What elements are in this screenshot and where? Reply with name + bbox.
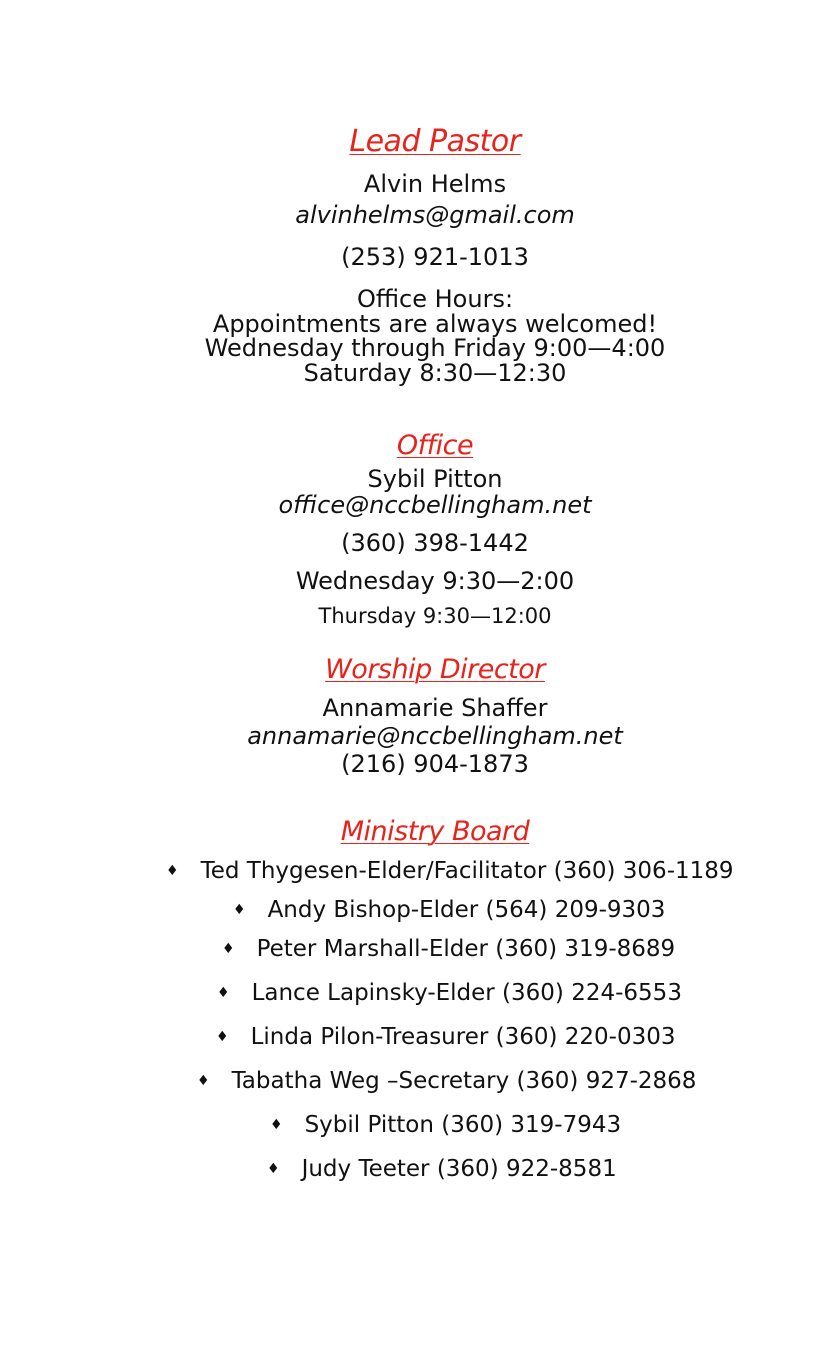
board-member-text: Ted Thygesen-Elder/Facilitator (360) 306-1189 [200,858,734,884]
lead-pastor-email: alvinhelms@gmail.com [295,201,575,229]
board-member-item [233,899,665,922]
office-hours-saturday: Saturday 8:30—12:30 [303,359,567,387]
worship-director-phone: (216) 904-1873 [341,750,529,778]
board-member-item [166,860,734,883]
lead-pastor-phone: (253) 921-1013 [341,243,529,271]
lead-pastor-heading: Lead Pastor [349,124,521,159]
board-member-text: Sybil Pitton (360) 319-7943 [304,1112,622,1138]
worship-director-name: Annamarie Shaffer [322,694,548,722]
office-email: office@nccbellingham.net [278,491,592,519]
board-member-item [267,1158,617,1181]
worship-director-email: annamarie@nccbellingham.net [247,722,623,750]
office-heading: Office [396,430,474,461]
board-member-text: Linda Pilon-Treasurer (360) 220-0303 [250,1024,676,1050]
office-hours-label: Office Hours: [356,285,514,313]
board-member-text: Judy Teeter (360) 922-8581 [301,1156,617,1182]
office-phone: (360) 398-1442 [341,529,529,557]
diamond-bullet-icon: ♦ [217,985,230,1001]
board-member-item [217,982,682,1005]
diamond-bullet-icon: ♦ [197,1073,210,1089]
diamond-bullet-icon: ♦ [222,941,235,957]
lead-pastor-name: Alvin Helms [363,170,507,198]
office-hours-note: Appointments are always welcomed! [212,310,658,338]
board-member-item [197,1070,696,1093]
office-name: Sybil Pitton [367,465,503,493]
board-member-text: Peter Marshall-Elder (360) 319-8689 [256,936,676,962]
board-member-item [270,1114,621,1137]
diamond-bullet-icon: ♦ [216,1029,229,1045]
ministry-board-heading: Ministry Board [340,816,530,847]
board-member-text: Tabatha Weg –Secretary (360) 927-2868 [231,1068,697,1094]
board-member-text: Andy Bishop-Elder (564) 209-9303 [267,897,666,923]
office-hours-thursday: Thursday 9:30—12:00 [318,604,552,628]
office-hours-weekday: Wednesday through Friday 9:00—4:00 [204,334,666,362]
diamond-bullet-icon: ♦ [270,1117,283,1133]
diamond-bullet-icon: ♦ [233,902,246,918]
worship-director-heading: Worship Director [325,654,545,685]
board-member-item [222,938,675,961]
office-hours-wednesday: Wednesday 9:30—2:00 [295,567,575,595]
board-member-item [216,1026,676,1049]
board-member-text: Lance Lapinsky-Elder (360) 224-6553 [251,980,682,1006]
diamond-bullet-icon: ♦ [166,863,179,879]
diamond-bullet-icon: ♦ [267,1161,280,1177]
